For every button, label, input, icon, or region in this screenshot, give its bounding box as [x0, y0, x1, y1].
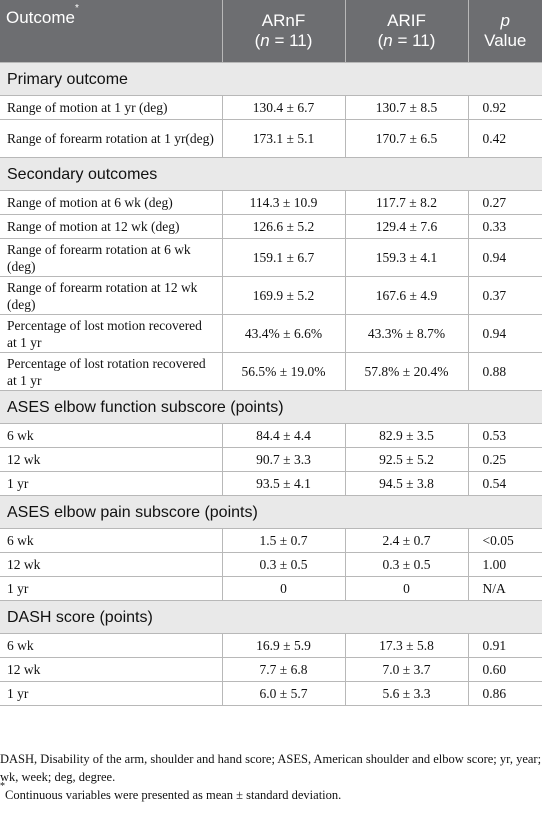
table-row	[0, 353, 542, 391]
header-group1-name: ARnF	[261, 11, 306, 30]
arif-value: 7.0 ± 3.7	[345, 658, 468, 682]
header-row	[0, 0, 542, 63]
section-row	[0, 391, 542, 424]
arif-value: 129.4 ± 7.6	[345, 215, 468, 239]
row-label: Range of motion at 1 yr (deg)	[0, 96, 222, 120]
row-label: 6 wk	[0, 634, 222, 658]
table-row	[0, 529, 542, 553]
arif-value: 170.7 ± 6.5	[345, 120, 468, 158]
section-row	[0, 63, 542, 96]
arnf-value: 0.3 ± 0.5	[222, 553, 345, 577]
arif-value: 17.3 ± 5.8	[345, 634, 468, 658]
arnf-value: 7.7 ± 6.8	[222, 658, 345, 682]
p-value: 0.54	[468, 472, 542, 496]
arif-value: 0	[345, 577, 468, 601]
table-row	[0, 424, 542, 448]
arnf-value: 0	[222, 577, 345, 601]
p-value: 0.37	[468, 277, 542, 315]
row-label: 1 yr	[0, 577, 222, 601]
p-value: 0.53	[468, 424, 542, 448]
header-outcome-footnote-mark: *	[74, 3, 79, 15]
arnf-value: 84.4 ± 4.4	[222, 424, 345, 448]
arnf-value: 93.5 ± 4.1	[222, 472, 345, 496]
header-group2: ARIF (n = 11)	[345, 0, 468, 63]
arif-value: 0.3 ± 0.5	[345, 553, 468, 577]
arnf-value: 56.5% ± 19.0%	[222, 353, 345, 391]
arif-value: 5.6 ± 3.3	[345, 682, 468, 706]
p-value: 0.92	[468, 96, 542, 120]
p-value: 0.42	[468, 120, 542, 158]
table-row	[0, 472, 542, 496]
p-value: 0.91	[468, 634, 542, 658]
arif-value: 57.8% ± 20.4%	[345, 353, 468, 391]
p-value: N/A	[468, 577, 542, 601]
arif-value: 130.7 ± 8.5	[345, 96, 468, 120]
row-label: 6 wk	[0, 424, 222, 448]
arnf-value: 169.9 ± 5.2	[222, 277, 345, 315]
row-label: 12 wk	[0, 658, 222, 682]
row-label: 12 wk	[0, 448, 222, 472]
table-row	[0, 634, 542, 658]
header-p-label: Value	[484, 31, 527, 50]
p-value: 0.27	[468, 191, 542, 215]
p-value: 0.94	[468, 239, 542, 277]
p-value: 0.86	[468, 682, 542, 706]
row-label: Percentage of lost rotation recovered at 1 yr	[0, 353, 222, 391]
row-label: Percentage of lost motion recovered at 1 yr	[0, 315, 222, 353]
section-title: Secondary outcomes	[0, 158, 542, 191]
header-p-value	[468, 0, 542, 63]
statistics-note-text: Continuous variables were presented as mean ± standard deviation.	[5, 788, 342, 802]
statistics-note	[0, 780, 542, 804]
header-p-var: p	[500, 11, 510, 30]
arif-value: 82.9 ± 3.5	[345, 424, 468, 448]
row-label: 1 yr	[0, 472, 222, 496]
row-label: Range of motion at 12 wk (deg)	[0, 215, 222, 239]
arif-value: 117.7 ± 8.2	[345, 191, 468, 215]
p-value: 0.94	[468, 315, 542, 353]
row-label: 1 yr	[0, 682, 222, 706]
table-row	[0, 96, 542, 120]
table-row	[0, 215, 542, 239]
arif-value: 167.6 ± 4.9	[345, 277, 468, 315]
row-label: Range of forearm rotation at 12 wk (deg)	[0, 277, 222, 315]
table-body	[0, 63, 542, 706]
row-label: Range of forearm rotation at 6 wk (deg)	[0, 239, 222, 277]
table-row	[0, 191, 542, 215]
row-label: Range of motion at 6 wk (deg)	[0, 191, 222, 215]
arnf-value: 126.6 ± 5.2	[222, 215, 345, 239]
p-value: 0.88	[468, 353, 542, 391]
arnf-value: 159.1 ± 6.7	[222, 239, 345, 277]
arnf-value: 90.7 ± 3.3	[222, 448, 345, 472]
section-row	[0, 496, 542, 529]
table-row	[0, 277, 542, 315]
section-row	[0, 158, 542, 191]
section-title: ASES elbow pain subscore (points)	[0, 496, 542, 529]
section-title: ASES elbow function subscore (points)	[0, 391, 542, 424]
table-row	[0, 682, 542, 706]
arnf-value: 16.9 ± 5.9	[222, 634, 345, 658]
arnf-value: 1.5 ± 0.7	[222, 529, 345, 553]
section-title: Primary outcome	[0, 63, 542, 96]
arif-value: 159.3 ± 4.1	[345, 239, 468, 277]
table-row	[0, 448, 542, 472]
arif-value: 94.5 ± 3.8	[345, 472, 468, 496]
arnf-value: 173.1 ± 5.1	[222, 120, 345, 158]
table-footnotes	[0, 750, 542, 804]
table-row	[0, 315, 542, 353]
arif-value: 43.3% ± 8.7%	[345, 315, 468, 353]
table-row	[0, 658, 542, 682]
statistics-note-mark: *	[0, 780, 5, 792]
arnf-value: 6.0 ± 5.7	[222, 682, 345, 706]
header-outcome-label: Outcome	[6, 8, 75, 27]
header-group2-name: ARIF	[387, 11, 426, 30]
arif-value: 92.5 ± 5.2	[345, 448, 468, 472]
table-row	[0, 120, 542, 158]
arnf-value: 43.4% ± 6.6%	[222, 315, 345, 353]
header-group1: ARnF (n = 11)	[222, 0, 345, 63]
row-label: 6 wk	[0, 529, 222, 553]
p-value: <0.05	[468, 529, 542, 553]
arnf-value: 114.3 ± 10.9	[222, 191, 345, 215]
section-row	[0, 601, 542, 634]
table-row	[0, 239, 542, 277]
table-row	[0, 553, 542, 577]
arif-value: 2.4 ± 0.7	[345, 529, 468, 553]
arnf-value: 130.4 ± 6.7	[222, 96, 345, 120]
table-row	[0, 577, 542, 601]
header-group2-n-var: n	[383, 31, 393, 50]
section-title: DASH score (points)	[0, 601, 542, 634]
row-label: 12 wk	[0, 553, 222, 577]
p-value: 0.25	[468, 448, 542, 472]
abbreviations-note: DASH, Disability of the arm, shoulder and hand score; ASES, American shoulder and elbow score; yr, year; wk, week; deg, degree.	[0, 752, 542, 784]
row-label: Range of forearm rotation at 1 yr(deg)	[0, 120, 222, 158]
header-outcome	[0, 0, 222, 63]
header-group1-n-var: n	[260, 31, 270, 50]
p-value: 1.00	[468, 553, 542, 577]
table-header	[0, 0, 542, 63]
p-value: 0.60	[468, 658, 542, 682]
p-value: 0.33	[468, 215, 542, 239]
